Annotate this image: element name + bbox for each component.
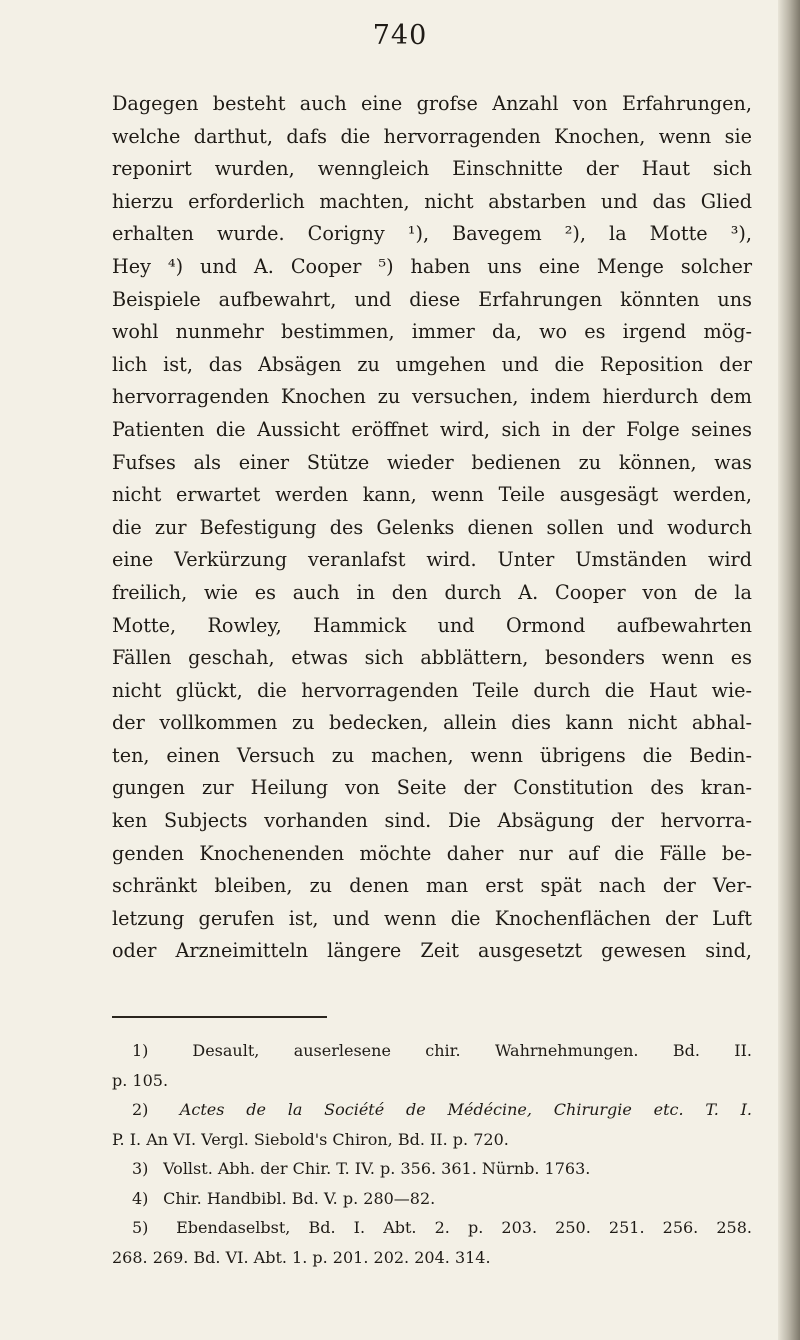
body-text [112,88,752,968]
text-line: Motte, Rowley, Hammick und Ormond aufbewahrten [112,613,752,637]
footnote-separator-rule [112,1016,327,1018]
text-line: der vollkommen zu bedecken, allein dies kann nicht abhal- [112,711,752,735]
text-line: genden Knochenenden möchte daher nur auf die Fälle be- [112,841,752,865]
page-edge-shadow [778,0,800,1340]
footnote-number: 5) [132,1218,149,1237]
footnote-text: Ebendaselbst, Bd. I. Abt. 2. p. 203. 250. 251. 256. 258. [176,1218,753,1237]
footnote-text: Chir. Handbibl. Bd. V. p. 280—82. [163,1188,436,1208]
footnote-number: 1) [132,1041,149,1060]
footnote-5 [112,1213,752,1243]
text-line: freilich, wie es auch in den durch A. Cooper von de la [112,580,752,604]
text-line: hierzu erforderlich machten, nicht abstarben und das Glied [112,189,752,213]
footnote-text: Desault, auserlesene chir. Wahrnehmungen. Bd. II. [192,1041,752,1060]
text-line: letzung gerufen ist, und wenn die Knochenflächen der Luft [112,906,752,930]
text-line: Beispiele aufbewahrt, und diese Erfahrungen könnten uns [112,287,752,311]
text-line: reponirt wurden, wenngleich Einschnitte der Haut sich [112,157,752,181]
text-line: schränkt bleiben, zu denen man erst spät nach der Ver- [112,874,752,898]
text-line: welche darthut, dafs die hervorragenden Knochen, wenn sie [112,124,752,148]
text-line: nicht glückt, die hervorragenden Teile durch die Haut wie- [112,678,752,702]
footnotes [112,1036,752,1272]
text-line: Hey ⁴) und A. Cooper ⁵) haben uns eine Menge solcher [112,254,752,278]
footnote-2 [112,1095,752,1125]
footnote-text: Actes de la Société de Médécine, Chirurgie etc. T. I. [179,1100,752,1119]
footnote-2-continuation: P. I. An VI. Vergl. Siebold's Chiron, Bd. II. p. 720. [112,1129,509,1149]
footnote-number: 3) [132,1159,149,1178]
text-line: ken Subjects vorhanden sind. Die Absägung der hervorra- [112,809,752,833]
text-line: erhalten wurde. Corigny ¹), Bavegem ²), la Motte ³), [112,222,752,246]
text-line: Fällen geschah, etwas sich abblättern, besonders wenn es [112,646,752,670]
page-number: 740 [372,20,428,51]
footnote-number: 4) [132,1188,149,1208]
footnote-number: 2) [132,1100,149,1119]
text-line: wohl nunmehr bestimmen, immer da, wo es irgend mög- [112,320,752,344]
text-line: Patienten die Aussicht eröffnet wird, sich in der Folge seines [112,417,752,441]
text-line: ten, einen Versuch zu machen, wenn übrigens die Bedin- [112,743,752,767]
text-line: eine Verkürzung veranlafst wird. Unter Umständen wird [112,548,752,572]
text-line: Fufses als einer Stütze wieder bedienen zu können, was [112,450,752,474]
footnote-3 [112,1154,752,1184]
footnote-1-continuation: p. 105. [112,1070,169,1090]
text-line: gungen zur Heilung von Seite der Constitution des kran- [112,776,752,800]
footnote-4 [112,1184,752,1214]
text-line: Dagegen besteht auch eine grofse Anzahl von Erfahrungen, [112,92,752,115]
text-line: hervorragenden Knochen zu versuchen, indem hierdurch dem [112,385,752,409]
text-line: lich ist, das Absägen zu umgehen und die Reposition der [112,352,752,376]
footnote-text: Vollst. Abh. der Chir. T. IV. p. 356. 361. Nürnb. 1763. [163,1159,591,1178]
text-line: die zur Befestigung des Gelenks dienen sollen und wodurch [112,515,752,539]
footnote-1 [112,1036,752,1066]
text-line: oder Arzneimitteln längere Zeit ausgesetzt gewesen sind, [112,939,752,963]
footnote-5-continuation: 268. 269. Bd. VI. Abt. 1. p. 201. 202. 204. 314. [112,1247,491,1267]
text-line: nicht erwartet werden kann, wenn Teile ausgesägt werden, [112,483,752,507]
